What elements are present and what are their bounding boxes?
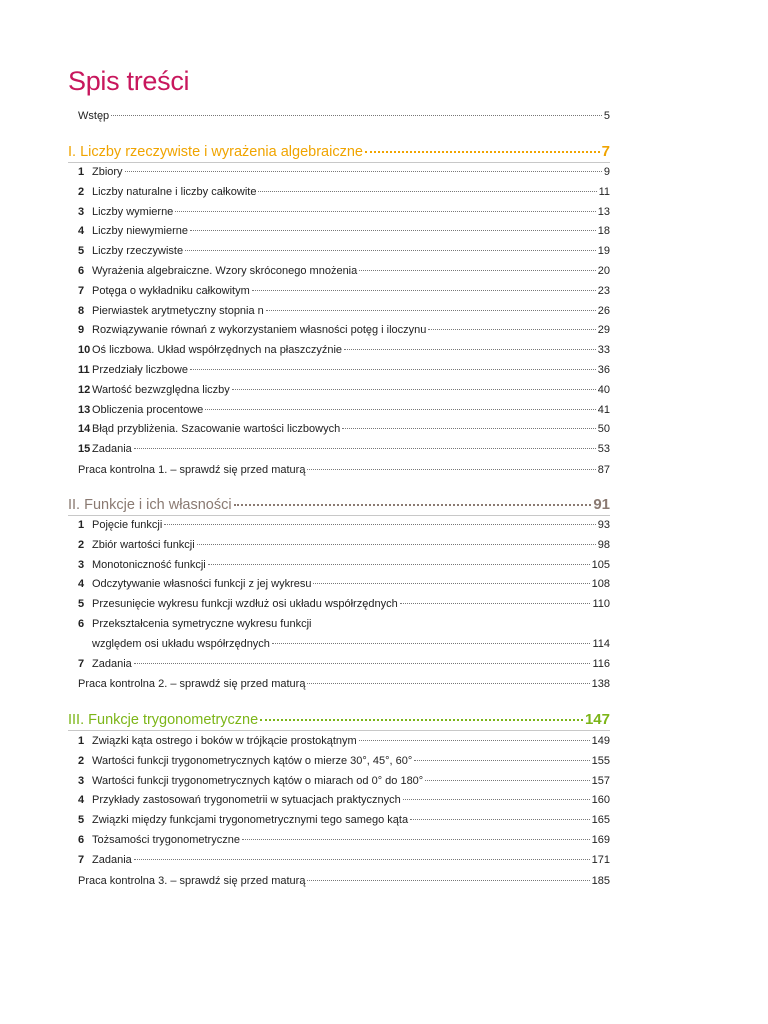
toc-entry-test[interactable] [78, 463, 610, 477]
chapter-rule [68, 730, 610, 731]
toc-entry-label: Zadania [92, 853, 132, 866]
toc-entry-page: 18 [597, 225, 610, 238]
toc-entry-section[interactable] [78, 617, 610, 631]
toc-entry-section[interactable] [78, 323, 610, 337]
toc-entry-section[interactable] [78, 558, 610, 572]
section-number: 9 [78, 324, 85, 337]
dot-leader [258, 190, 596, 192]
toc-entry-page: 5 [603, 110, 610, 122]
chapter-heading-2[interactable] [68, 496, 610, 514]
toc-entry-section[interactable] [78, 442, 610, 456]
dot-leader [307, 468, 595, 470]
dot-leader [425, 779, 589, 781]
toc-entry-section[interactable] [78, 597, 610, 611]
toc-entry-label: Liczby niewymierne [92, 225, 188, 238]
toc-entry-page: 19 [597, 245, 610, 258]
dot-leader [190, 229, 596, 231]
toc-entry-label: Liczby naturalne i liczby całkowite [92, 185, 257, 198]
toc-entry-page: 50 [597, 423, 610, 436]
toc-entry-section[interactable] [78, 205, 610, 219]
toc-entry-page: 110 [592, 598, 610, 611]
dot-leader [307, 682, 589, 684]
toc-entry-page: 11 [598, 185, 610, 198]
toc-entry-section[interactable] [78, 304, 610, 318]
section-number: 4 [78, 794, 85, 807]
toc-entry-page: 138 [591, 678, 610, 691]
toc-entry-page: 114 [592, 637, 610, 650]
toc-entry-section-continued[interactable] [92, 637, 610, 651]
section-number: 1 [78, 735, 85, 747]
toc-entry-page: 20 [597, 265, 610, 277]
toc-entry-page: 108 [591, 578, 610, 591]
chapter-rule [68, 162, 610, 163]
section-number: 1 [78, 166, 85, 178]
dot-leader [410, 818, 590, 820]
section-number: 10 [78, 344, 91, 357]
section-number: 6 [78, 834, 85, 846]
section-number: 13 [78, 403, 91, 416]
dot-leader [359, 269, 596, 271]
toc-entry-label: względem osi układu współrzędnych [92, 637, 270, 650]
toc-entry-page: 105 [591, 558, 610, 571]
section-number: 5 [78, 814, 85, 827]
chapter-page: 147 [584, 711, 610, 728]
dot-leader [125, 170, 602, 172]
section-number: 2 [78, 754, 85, 767]
toc-entry-label: Tożsamości trygonometryczne [92, 834, 240, 846]
section-number: 6 [78, 618, 85, 630]
toc-entry-page: 116 [592, 657, 610, 670]
toc-entry-section[interactable] [78, 538, 610, 552]
toc-entry-page: 53 [597, 443, 610, 456]
chapter-heading-1[interactable] [68, 143, 610, 161]
toc-entry-page: 93 [597, 519, 610, 531]
chapter-title: I. Liczby rzeczywiste i wyrażenia algebraiczne [68, 144, 363, 160]
toc-entry-section[interactable] [78, 264, 610, 278]
section-number: 3 [78, 205, 85, 218]
toc-entry-page: 23 [597, 284, 610, 297]
toc-entry-section[interactable] [78, 853, 610, 867]
toc-entry-page: 9 [603, 166, 610, 178]
toc-entry-page: 87 [597, 464, 610, 476]
dot-leader [307, 879, 589, 881]
dot-leader [164, 523, 595, 525]
dot-leader [197, 543, 596, 545]
toc-entry-label: Wartości funkcji trygonometrycznych kątów o miarach od 0° do 180° [92, 774, 424, 787]
toc-entry-label: Wyrażenia algebraiczne. Wzory skróconego mnożenia [92, 265, 358, 277]
toc-entry-section[interactable] [78, 518, 610, 532]
dot-leader [266, 309, 596, 311]
toc-entry-label: Potęga o wykładniku całkowitym [92, 284, 250, 297]
toc-entry-label: Pierwiastek arytmetyczny stopnia n [92, 304, 264, 317]
toc-entry-test[interactable] [78, 874, 610, 888]
section-number: 14 [78, 423, 91, 436]
dot-leader [414, 759, 589, 761]
section-number: 5 [78, 598, 85, 611]
toc-entry-label: Praca kontrolna 1. – sprawdź się przed maturą [78, 464, 306, 476]
toc-entry-label: Zbiory [92, 166, 123, 178]
section-number: 4 [78, 225, 85, 238]
section-number: 7 [78, 853, 85, 866]
toc-entry-label: Rozwiązywanie równań z wykorzystaniem własności potęg i iloczynu [92, 324, 427, 337]
toc-entry-intro[interactable] [78, 109, 610, 123]
toc-entry-page: 157 [591, 774, 610, 787]
section-number: 4 [78, 578, 85, 591]
toc-entry-label: Liczby rzeczywiste [92, 245, 184, 258]
toc-entry-page: 40 [597, 383, 610, 396]
toc-entry-page: 98 [597, 538, 610, 551]
dot-leader [313, 582, 589, 584]
chapter-title: II. Funkcje i ich własności [68, 497, 232, 513]
section-number: 15 [78, 443, 91, 456]
toc-entry-page: 169 [591, 834, 610, 846]
toc-entry-page: 29 [597, 324, 610, 337]
toc-entry-page: 171 [591, 853, 610, 866]
dot-leader [359, 739, 590, 741]
dot-leader [175, 210, 595, 212]
dot-leader [190, 368, 596, 370]
dot-leader [400, 602, 591, 604]
dot-leader [111, 114, 602, 116]
toc-entry-section[interactable] [78, 754, 610, 768]
chapter-page: 7 [601, 143, 610, 160]
toc-entry-label: Przykłady zastosowań trygonometrii w sytuacjach praktycznych [92, 794, 401, 807]
dot-leader [185, 249, 596, 251]
chapter-rule [68, 515, 610, 516]
toc-entry-label: Związki kąta ostrego i boków w trójkącie prostokątnym [92, 735, 357, 747]
toc-entry-section[interactable] [78, 657, 610, 671]
section-number: 3 [78, 774, 85, 787]
toc-entry-section[interactable] [78, 224, 610, 238]
dot-leader [272, 642, 591, 644]
dot-leader [234, 502, 592, 506]
toc-entry-section[interactable] [78, 244, 610, 258]
toc-entry-label: Wartości funkcji trygonometrycznych kątów o mierze 30°, 45°, 60° [92, 754, 413, 767]
toc-entry-label: Związki między funkcjami trygonometrycznymi tego samego kąta [92, 814, 409, 827]
toc-entry-test[interactable] [78, 677, 610, 691]
dot-leader [344, 348, 596, 350]
section-number: 6 [78, 265, 85, 277]
toc-entry-page: 33 [597, 344, 610, 357]
chapter-heading-3[interactable] [68, 711, 610, 729]
toc-entry-label: Błąd przybliżenia. Szacowanie wartości liczbowych [92, 423, 341, 436]
toc-entry-section[interactable] [78, 734, 610, 748]
section-number: 8 [78, 304, 85, 317]
toc-entry-label: Przekształcenia symetryczne wykresu funkcji [92, 618, 312, 630]
dot-leader [260, 717, 583, 721]
toc-entry-section[interactable] [78, 403, 610, 417]
toc-entry-label: Wartość bezwzględna liczby [92, 383, 230, 396]
page-title: Spis treści [68, 66, 190, 96]
section-number: 12 [78, 383, 91, 396]
toc-entry-label: Liczby wymierne [92, 205, 174, 218]
toc-entry-label: Praca kontrolna 2. – sprawdź się przed maturą [78, 678, 306, 691]
toc-entry-section[interactable] [78, 422, 610, 436]
section-number: 7 [78, 284, 85, 297]
toc-entry-section[interactable] [78, 383, 610, 397]
toc-entry-label: Oś liczbowa. Układ współrzędnych na płaszczyźnie [92, 344, 343, 357]
toc-entry-label: Zadania [92, 657, 132, 670]
toc-entry-label: Praca kontrolna 3. – sprawdź się przed maturą [78, 874, 306, 887]
toc-entry-label: Obliczenia procentowe [92, 403, 204, 416]
toc-entry-label: Odczytywanie własności funkcji z jej wykresu [92, 578, 312, 591]
section-number: 7 [78, 657, 85, 670]
toc-entry-page: 185 [591, 874, 610, 887]
toc-entry-page: 165 [591, 814, 610, 827]
toc-entry-section[interactable] [78, 284, 610, 298]
toc-entry-label: Przesunięcie wykresu funkcji wzdłuż osi układu współrzędnych [92, 598, 398, 611]
toc-entry-page: 41 [597, 403, 610, 416]
dot-leader [403, 798, 590, 800]
section-number: 5 [78, 245, 85, 258]
dot-leader [342, 427, 596, 429]
dot-leader [232, 388, 596, 390]
toc-entry-page: 160 [591, 794, 610, 807]
toc-entry-label: Zadania [92, 443, 132, 456]
toc-entry-section[interactable] [78, 185, 610, 199]
toc-entry-label: Zbiór wartości funkcji [92, 538, 195, 551]
section-number: 2 [78, 538, 85, 551]
dot-leader [365, 149, 600, 153]
section-number: 11 [78, 364, 90, 376]
section-number: 3 [78, 558, 85, 571]
chapter-page: 91 [593, 496, 610, 513]
toc-entry-section[interactable] [78, 833, 610, 847]
toc-entry-section[interactable] [78, 577, 610, 591]
dot-leader [134, 447, 596, 449]
dot-leader [242, 838, 590, 840]
toc-entry-page: 149 [591, 735, 610, 747]
toc-entry-page: 26 [597, 304, 610, 317]
dot-leader [134, 662, 591, 664]
toc-entry-section[interactable] [78, 343, 610, 357]
dot-leader [205, 408, 595, 410]
toc-entry-section[interactable] [78, 165, 610, 179]
dot-leader [252, 289, 596, 291]
chapter-title: III. Funkcje trygonometryczne [68, 712, 259, 728]
toc-entry-section[interactable] [78, 363, 610, 377]
dot-leader [134, 858, 590, 860]
toc-entry-page: 36 [597, 364, 610, 376]
section-number: 2 [78, 185, 85, 198]
toc-entry-label: Wstęp [78, 110, 110, 122]
toc-entry-page: 155 [591, 754, 610, 767]
toc-entry-label: Przedziały liczbowe [92, 364, 188, 376]
toc-entry-section[interactable] [78, 813, 610, 827]
toc-entry-page: 13 [597, 205, 610, 218]
toc-entry-section[interactable] [78, 793, 610, 807]
dot-leader [208, 563, 590, 565]
toc-entry-label: Pojęcie funkcji [92, 519, 163, 531]
toc-entry-label: Monotoniczność funkcji [92, 558, 206, 571]
dot-leader [428, 328, 595, 330]
toc-entry-section[interactable] [78, 774, 610, 788]
section-number: 1 [78, 519, 85, 531]
